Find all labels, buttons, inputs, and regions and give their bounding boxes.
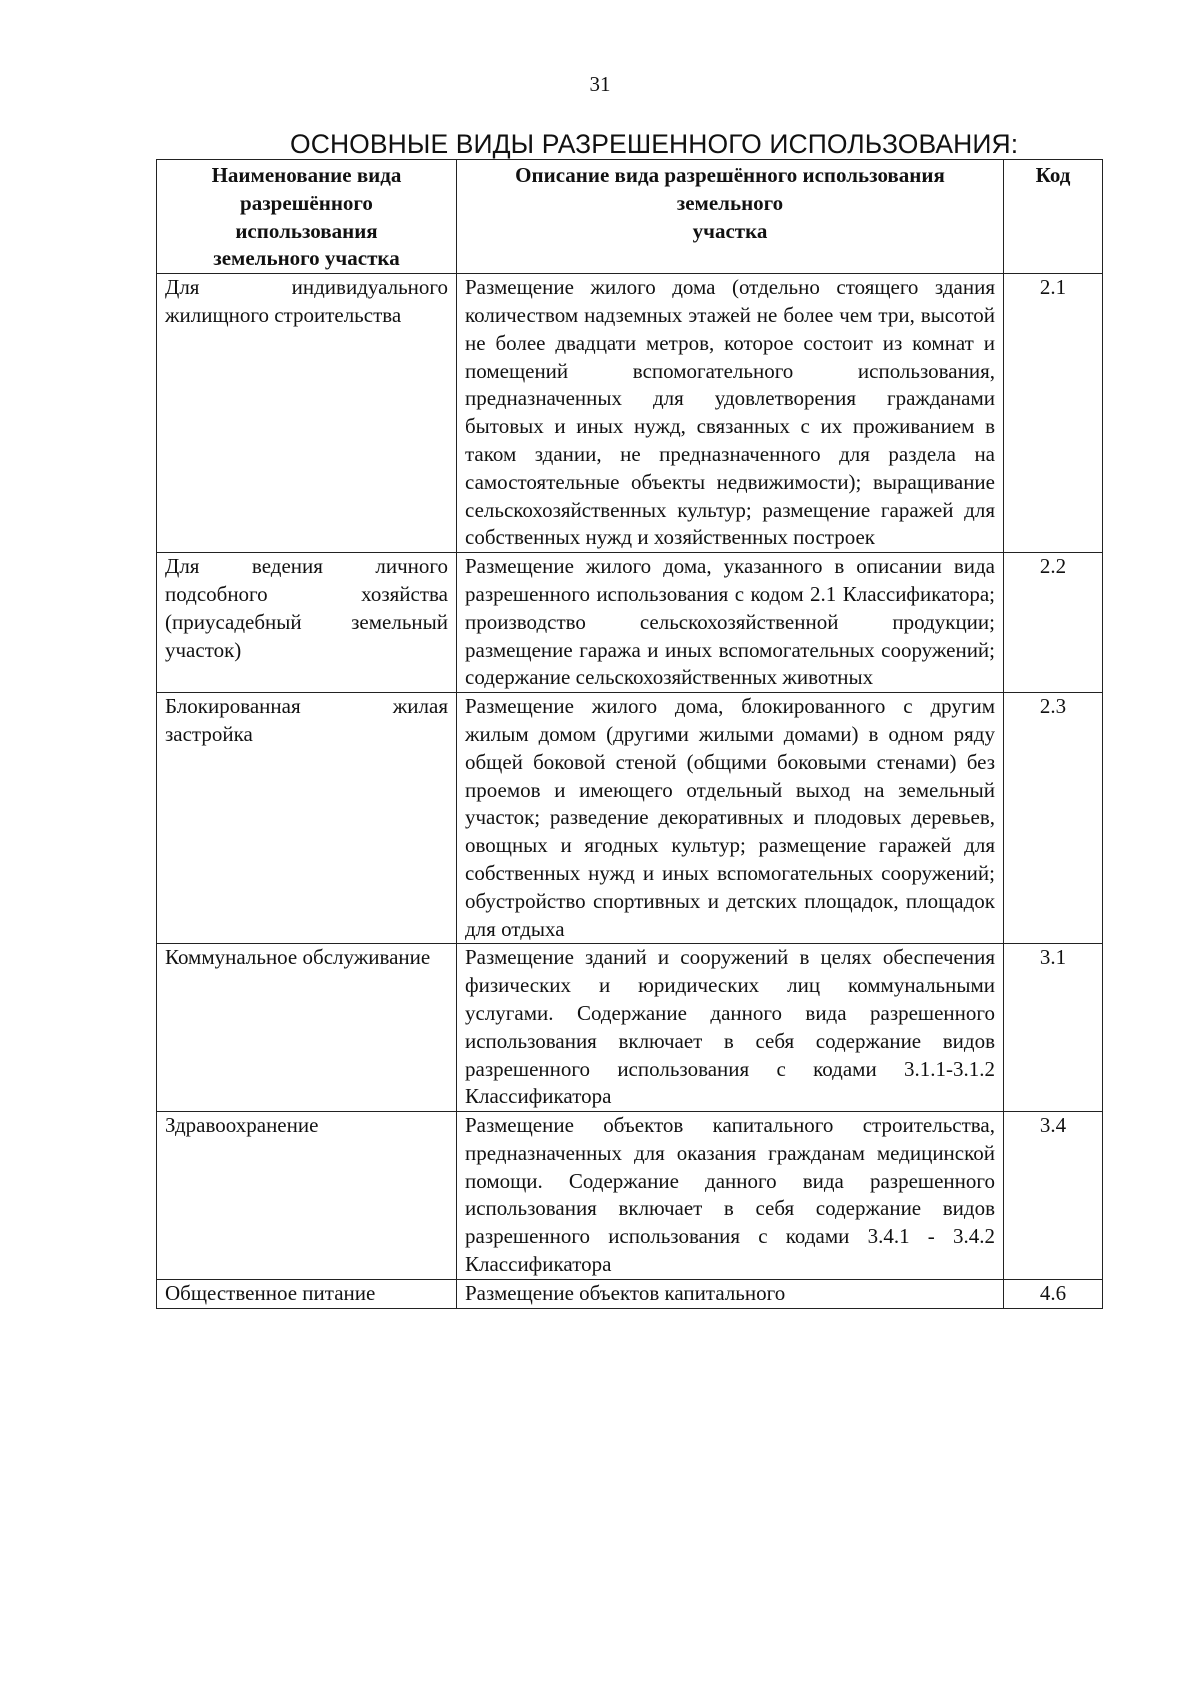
header-name: Наименование вида разрешённого использования земельного участка [157,160,457,274]
row-name: Для индивидуального жилищного строительства [157,274,457,553]
row-description: Размещение объектов капитального строительства, предназначенных для оказания гражданам медицинской помощи. Содержание данного вида разрешенного использования включает в себя содержание видов разрешенного использования с кодами 3.4.1 - 3.4.2 Классификатора [457,1112,1004,1280]
row-description: Размещение зданий и сооружений в целях обеспечения физических и юридических лиц коммунальными услугами. Содержание данного вида разрешенного использования включает в себя содержание видов разрешенного использования с кодами 3.1.1-3.1.2 Классификатора [457,944,1004,1112]
header-code: Код [1004,160,1103,274]
table-row [157,274,1103,553]
table-row [157,693,1103,944]
table-row [157,1112,1103,1280]
row-code: 3.1 [1004,944,1103,1112]
row-code: 2.2 [1004,553,1103,693]
row-description: Размещение жилого дома, блокированного с другим жилым домом (другими жилыми домами) в одном ряду общей боковой стеной (общими боковыми стенами) без проемов и имеющего отдельный выход на земельный участок; разведение декоративных и плодовых деревьев, овощных и ягодных культур; размещение гаражей для собственных нужд и иных вспомогательных сооружений; обустройство спортивных и детских площадок, площадок для отдыха [457,693,1004,944]
row-code: 2.3 [1004,693,1103,944]
row-code: 2.1 [1004,274,1103,553]
table-row [157,553,1103,693]
row-name: Блокированная жилая застройка [157,693,457,944]
row-code: 3.4 [1004,1112,1103,1280]
row-description: Размещение объектов капитального [457,1279,1004,1308]
row-description: Размещение жилого дома (отдельно стоящего здания количеством надземных этажей не более чем три, высотой не более двадцати метров, которое состоит из комнат и помещений вспомогательного использования, предназначенных для удовлетворения гражданами бытовых и иных нужд, связанных с их проживанием в таком здании, не предназначенного для раздела на самостоятельные объекты недвижимости); выращивание сельскохозяйственных культур; размещение гаражей для собственных нужд и хозяйственных построек [457,274,1004,553]
row-name: Для ведения личного подсобного хозяйства (приусадебный земельный участок) [157,553,457,693]
table-row [157,944,1103,1112]
header-description: Описание вида разрешённого использования земельного участка [457,160,1004,274]
row-name: Коммунальное обслуживание [157,944,457,1112]
page-number: 31 [589,72,611,96]
land-use-table [156,159,1103,1309]
row-description: Размещение жилого дома, указанного в описании вида разрешенного использования с кодом 2.1 Классификатора; производство сельскохозяйственной продукции; размещение гаража и иных вспомогательных сооружений; содержание сельскохозяйственных животных [457,553,1004,693]
table-row [157,1279,1103,1308]
table-header-row [157,160,1103,274]
page-title: ОСНОВНЫЕ ВИДЫ РАЗРЕШЕННОГО ИСПОЛЬЗОВАНИЯ: [290,129,1019,159]
row-name: Здравоохранение [157,1112,457,1280]
row-code: 4.6 [1004,1279,1103,1308]
row-name: Общественное питание [157,1279,457,1308]
